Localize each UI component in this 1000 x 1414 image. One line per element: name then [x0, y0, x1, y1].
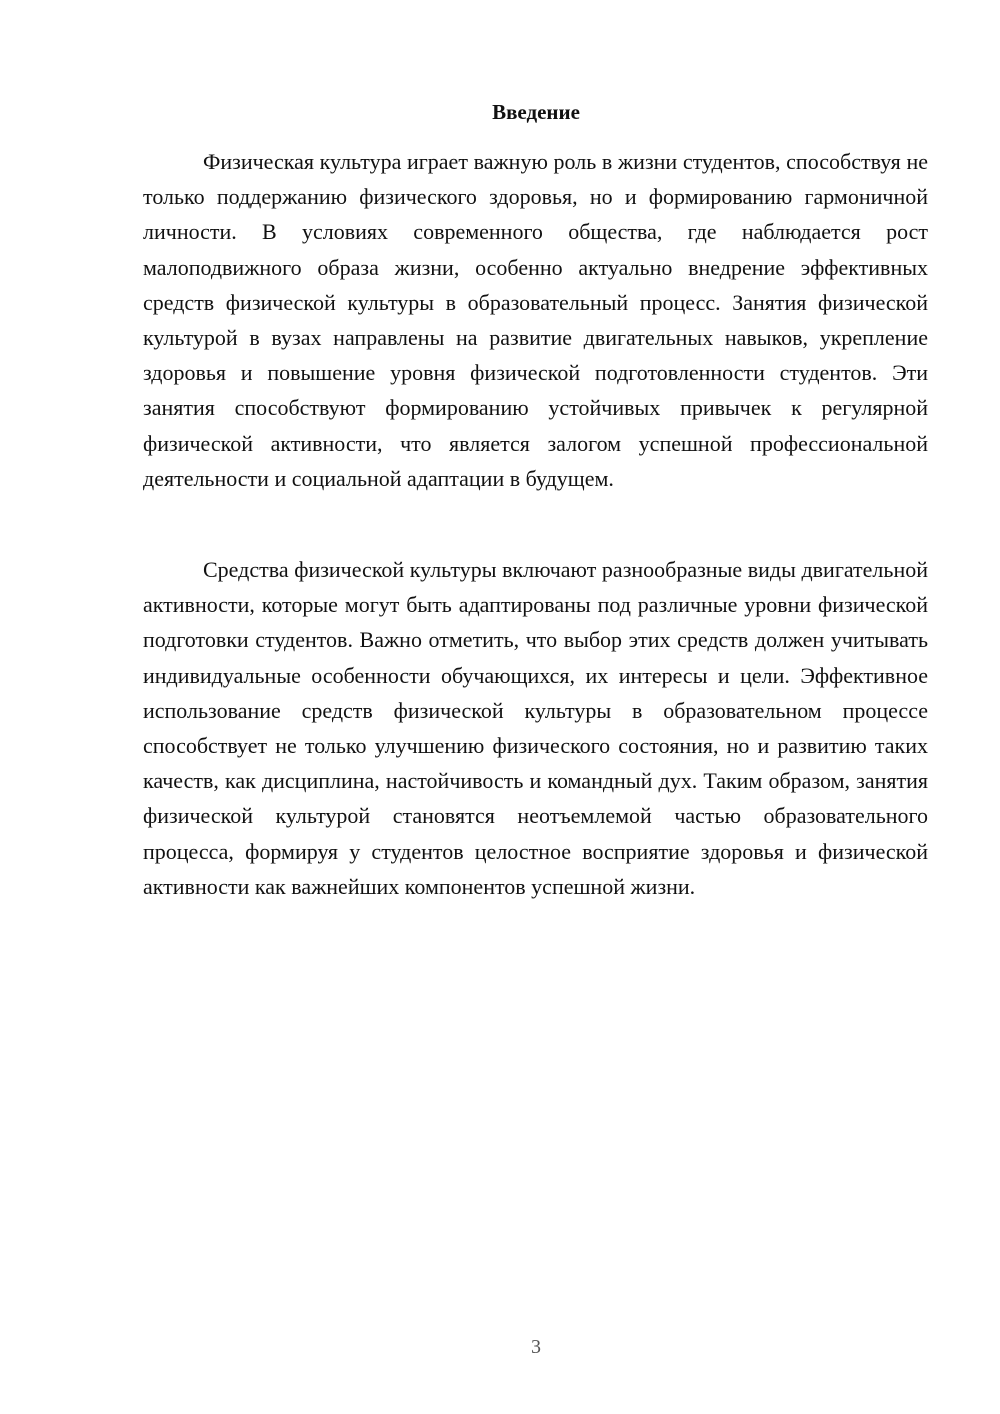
paragraph-intro: Физическая культура играет важную роль в жизни студентов, способствуя не только поддержанию физического здоровья, но и формированию гармоничной личности. В условиях современного общества, где наблюдается рост малоподвижного образа жизни, особенно актуально внедрение эффективных средств физической культуры в образовательный процесс. Занятия физической культурой в вузах направлены на развитие двигательных навыков, укрепление здоровья и повышение уровня физической подготовленности студентов. Эти занятия способствуют формированию устойчивых привычек к регулярной физической активности, что является залогом успешной профессиональной деятельности и социальной адаптации в будущем.: [143, 149, 928, 491]
section-heading: Введение: [492, 100, 580, 124]
page-number: 3: [531, 1336, 541, 1358]
paragraph-means: Средства физической культуры включают разнообразные виды двигательной активности, которые могут быть адаптированы под различные уровни физической подготовки студентов. Важно отметить, что выбор этих средств должен учитывать индивидуальные особенности обучающихся, их интересы и цели. Эффективное использование средств физической культуры в образовательном процессе способствует не только улучшению физического состояния, но и развитию таких качеств, как дисциплина, настойчивость и командный дух. Таким образом, занятия физической культурой становятся неотъемлемой частью образовательного процесса, формируя у студентов целостное восприятие здоровья и физической активности как важнейших компонентов успешной жизни.: [143, 557, 928, 899]
